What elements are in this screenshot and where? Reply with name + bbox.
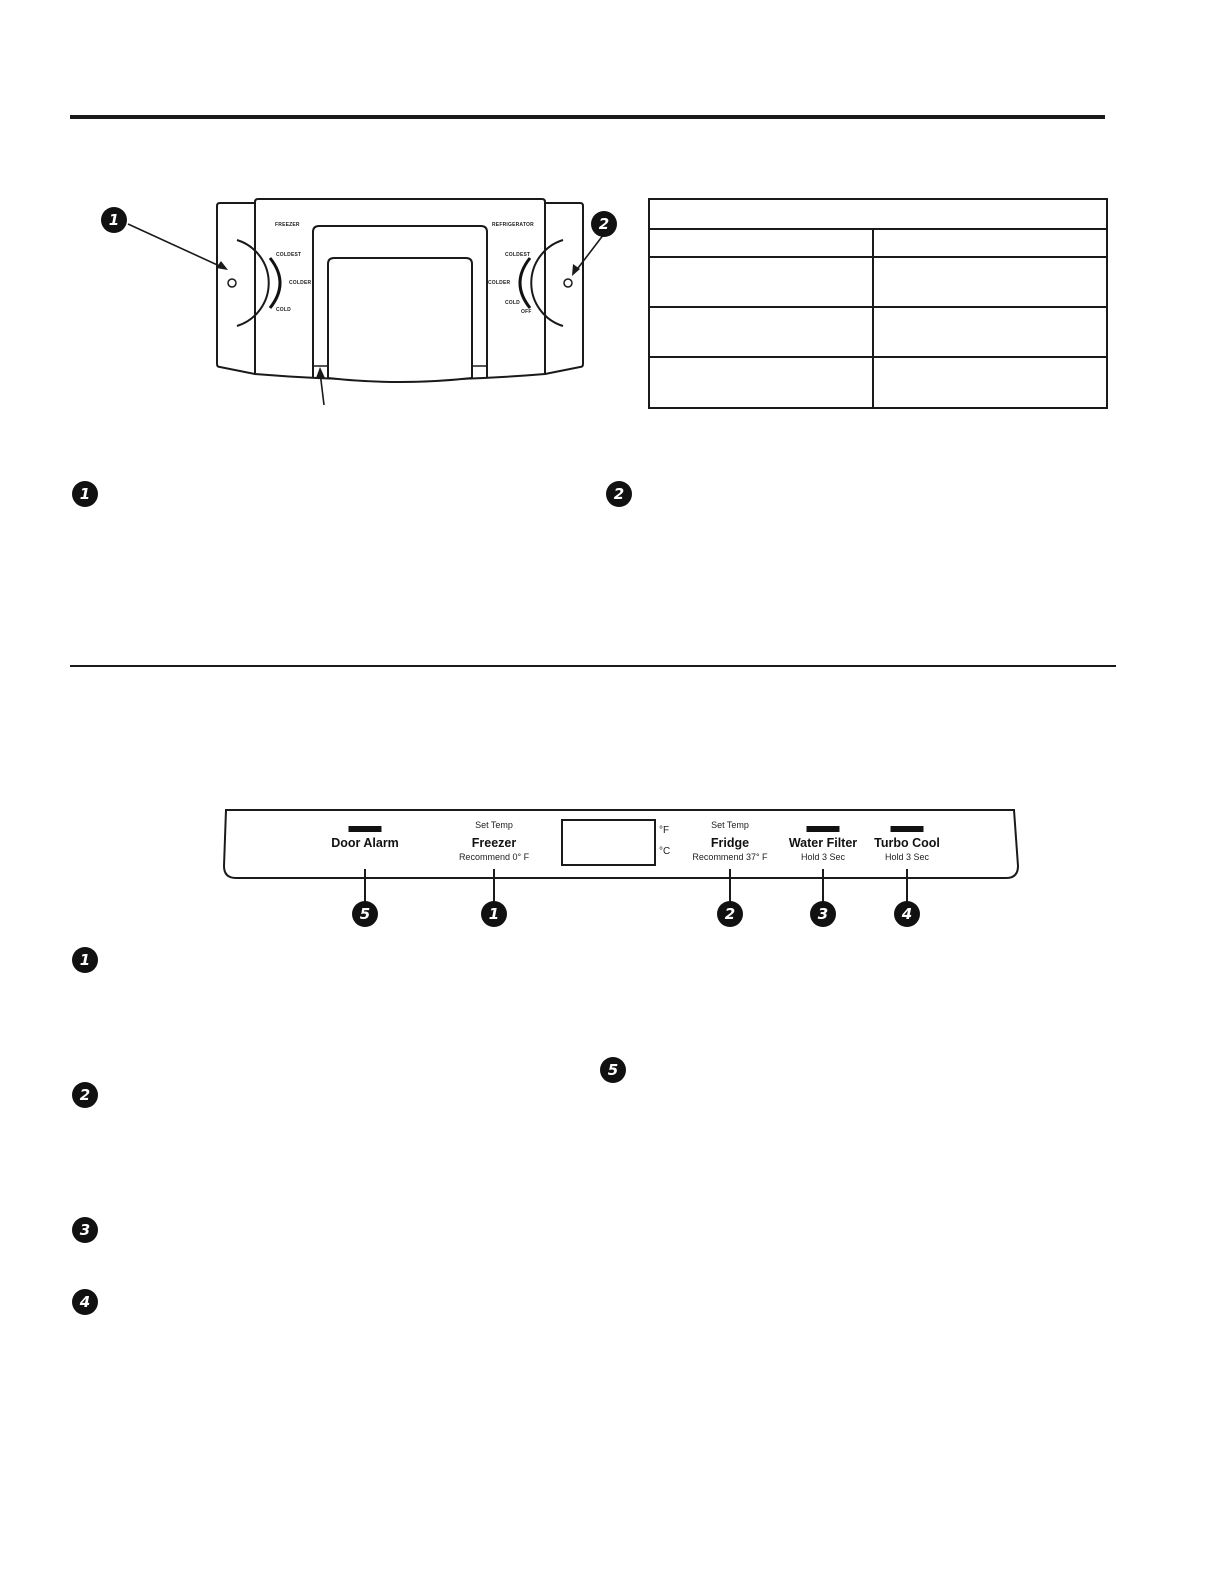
- freezer-coldest-label: COLDEST: [276, 252, 302, 258]
- freezer-dial-title: FREEZER: [275, 222, 300, 228]
- fridge-off-label: OFF: [521, 309, 532, 315]
- fridge-recommend-label: Recommend 37° F: [692, 852, 768, 862]
- fridge-cold-label: COLD: [505, 300, 520, 306]
- fahrenheit-indicator: °F: [659, 825, 670, 836]
- settings-table-title: [650, 200, 1106, 230]
- fridge-colder-label: COLDER: [488, 280, 511, 286]
- section2-marker-4: 4: [72, 1289, 98, 1315]
- table-header-cell: [650, 230, 874, 256]
- turbo-cool-hold-label: Hold 3 Sec: [884, 852, 930, 862]
- table-header-cell: [874, 230, 1106, 256]
- callout-stem-fridge: [729, 869, 731, 902]
- table-cell: [874, 308, 1106, 356]
- section1-marker-2: 2: [606, 481, 632, 507]
- panel-marker-door-alarm: 5: [352, 901, 378, 927]
- turbo-cool-indicator: [891, 826, 924, 832]
- freezer-colder-label: COLDER: [289, 280, 312, 286]
- freezer-cold-label: COLD: [276, 307, 291, 313]
- callout-stem-freezer: [493, 869, 495, 902]
- fridge-set-temp-label: Set Temp: [711, 820, 749, 830]
- turbo-cool-button[interactable]: Turbo Cool: [874, 836, 940, 850]
- table-cell: [650, 308, 874, 356]
- table-cell: [650, 358, 874, 407]
- door-alarm-indicator: [349, 826, 382, 832]
- panel-marker-freezer: 1: [481, 901, 507, 927]
- freezer-button[interactable]: Freezer: [471, 836, 517, 850]
- callout-stem-turbo-cool: [906, 869, 908, 902]
- freezer-set-temp-label: Set Temp: [475, 820, 513, 830]
- panel-marker-turbo-cool: 4: [894, 901, 920, 927]
- table-cell: [650, 258, 874, 306]
- section2-marker-2: 2: [72, 1082, 98, 1108]
- fridge-coldest-label: COLDEST: [505, 252, 531, 258]
- callout-stem-door-alarm: [364, 869, 366, 902]
- panel-marker-fridge: 2: [717, 901, 743, 927]
- temperature-display: [561, 819, 656, 866]
- section-rule-top: [70, 115, 1105, 119]
- section2-marker-3: 3: [72, 1217, 98, 1243]
- water-filter-hold-label: Hold 3 Sec: [800, 852, 846, 862]
- table-cell: [874, 358, 1106, 407]
- callout-marker-2: 2: [591, 211, 617, 237]
- section2-marker-1: 1: [72, 947, 98, 973]
- table-cell: [874, 258, 1106, 306]
- water-filter-indicator: [807, 826, 840, 832]
- section1-marker-1: 1: [72, 481, 98, 507]
- door-alarm-button[interactable]: Door Alarm: [331, 836, 399, 850]
- dial-control-illustration: [95, 195, 615, 410]
- settings-table-header-row: [650, 230, 1106, 258]
- celsius-indicator: °C: [659, 846, 671, 857]
- callout-stem-water-filter: [822, 869, 824, 902]
- table-row: [650, 358, 1106, 407]
- section-rule-middle: [70, 665, 1116, 667]
- water-filter-button[interactable]: Water Filter: [788, 836, 858, 850]
- callout-marker-1: 1: [101, 207, 127, 233]
- settings-table: [648, 198, 1108, 409]
- table-row: [650, 258, 1106, 308]
- refrigerator-dial-title: REFRIGERATOR: [492, 222, 534, 228]
- table-row: [650, 308, 1106, 358]
- section2-marker-5: 5: [600, 1057, 626, 1083]
- freezer-recommend-label: Recommend 0° F: [458, 852, 530, 862]
- panel-marker-water-filter: 3: [810, 901, 836, 927]
- fridge-button[interactable]: Fridge: [710, 836, 750, 850]
